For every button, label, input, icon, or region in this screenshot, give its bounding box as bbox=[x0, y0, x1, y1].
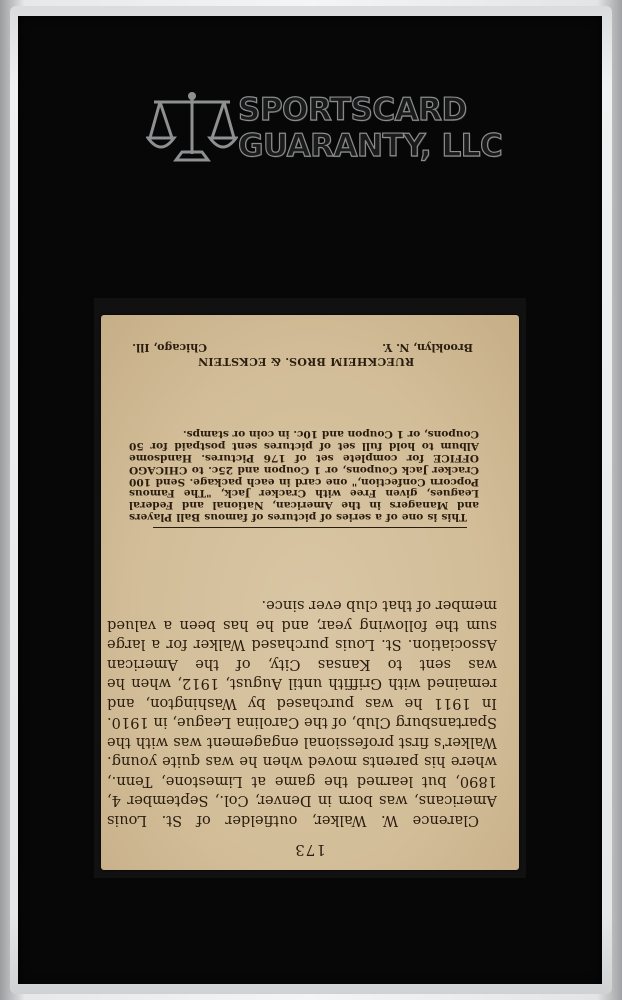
cracker-jack-advert: This is one of a series of pictures of famous Ball Players and Managers in the American, National and Federal Leagues, given Free with Cracker Jack, "The Famous Popcorn Confection," one card in each package. Send 100 Cracker Jack Coupons, or 1 Coupon and 25c. to CHICAGO OFFICE for complete set of 176 Pictures. Handsome Album to hold full set of pictures sent postpaid for 50 Coupons, or 1 Coupon and 10c. in coin or stamps. bbox=[129, 428, 479, 523]
card-number: 173 bbox=[294, 841, 326, 859]
city-brooklyn: Brooklyn, N. Y. bbox=[382, 341, 473, 354]
baseball-card-back bbox=[101, 315, 519, 870]
brand-line-1: SPORTSCARD bbox=[238, 92, 467, 128]
card-text-upside-down bbox=[101, 315, 519, 870]
scales-of-justice-icon bbox=[146, 88, 238, 168]
player-biography: Clarence W. Walker, outfielder of St. Louis Americans, was born in Denver, Col., September 4, 1890, but learned the game at Limestone, Tenn., where his parents moved when he was quite young. Walker's first professional engagement was with the Spartansburg Club, of the Carolina League, in 1910. In 1911 he was purchased by Washington, and remained with Griffith until August, 1912, when he was sent to Kansas City, of the American Association. St. Louis purchased Walker for a large sum the following year, and he has been a valued member of that club ever since. bbox=[107, 597, 497, 829]
maker-name: RUECKHEIM BROS. & ECKSTEIN bbox=[197, 355, 415, 368]
city-chicago: Chicago, Ill. bbox=[132, 341, 207, 354]
sgc-brand-name bbox=[238, 92, 502, 164]
brand-line-2: GUARANTY, LLC bbox=[238, 128, 503, 164]
sgc-logo bbox=[146, 88, 503, 176]
divider-rule bbox=[153, 527, 467, 528]
